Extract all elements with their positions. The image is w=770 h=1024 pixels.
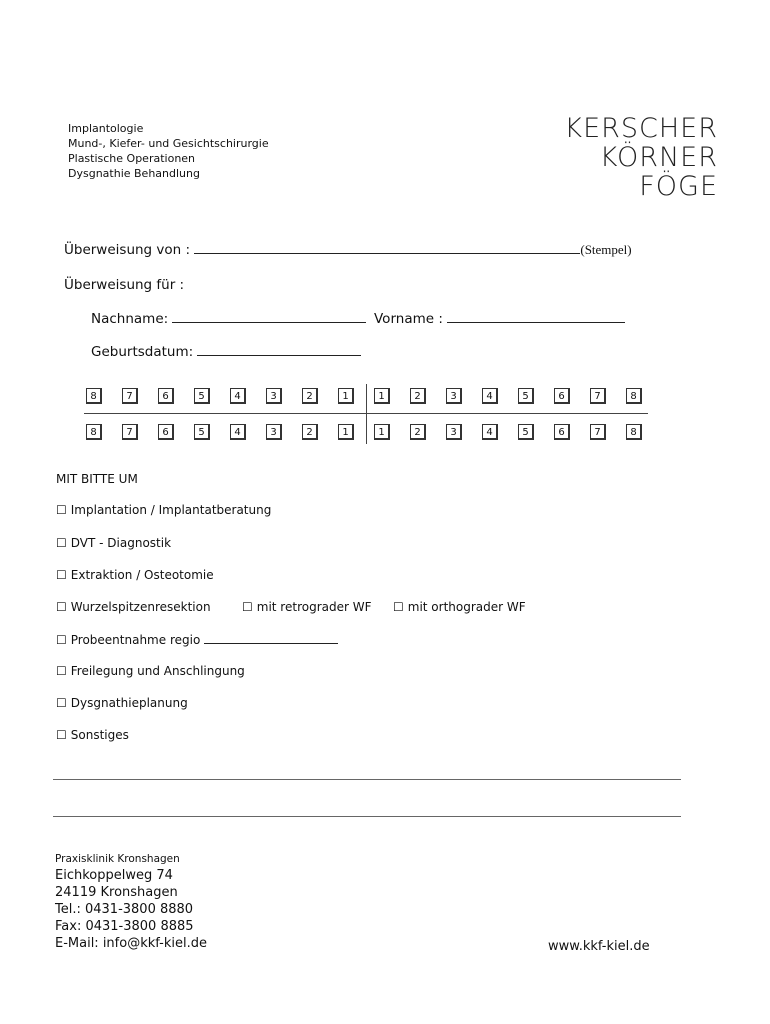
tooth-box[interactable]: 2: [302, 424, 318, 440]
checkbox-icon[interactable]: ☐: [56, 633, 67, 647]
firstname-field[interactable]: [447, 310, 625, 323]
tooth-box[interactable]: 6: [554, 388, 570, 404]
tooth-box[interactable]: 4: [230, 424, 246, 440]
option-retrograder-wf[interactable]: [242, 600, 372, 614]
tooth-box[interactable]: 4: [230, 388, 246, 404]
option-dvt[interactable]: [56, 536, 171, 550]
birthdate-field[interactable]: [197, 343, 361, 356]
tooth-box[interactable]: 2: [302, 388, 318, 404]
option-label: Dysgnathieplanung: [70, 696, 188, 710]
referral-for-label: Überweisung für :: [64, 277, 185, 293]
tooth-box[interactable]: 5: [194, 388, 210, 404]
option-probeentnahme[interactable]: [56, 632, 338, 647]
tooth-box[interactable]: 3: [446, 388, 462, 404]
tooth-box[interactable]: 8: [86, 424, 102, 440]
birthdate-row: [91, 343, 361, 360]
tooth-box[interactable]: 8: [626, 424, 642, 440]
tooth-box[interactable]: 3: [446, 424, 462, 440]
tooth-box[interactable]: 5: [518, 388, 534, 404]
tooth-box[interactable]: 3: [266, 388, 282, 404]
checkbox-icon[interactable]: ☐: [56, 568, 67, 582]
fax: Fax: 0431-3800 8885: [55, 919, 194, 934]
firstname-row: [374, 310, 625, 327]
tooth-box[interactable]: 4: [482, 388, 498, 404]
tooth-box[interactable]: 6: [554, 424, 570, 440]
tooth-box[interactable]: 2: [410, 388, 426, 404]
checkbox-icon[interactable]: ☐: [56, 503, 67, 517]
option-label: mit retrograder WF: [256, 600, 372, 614]
option-label: Extraktion / Osteotomie: [70, 568, 214, 582]
tooth-box[interactable]: 1: [374, 388, 390, 404]
option-label: DVT - Diagnostik: [70, 536, 172, 550]
option-label: mit orthograder WF: [407, 600, 526, 614]
tooth-box[interactable]: 5: [194, 424, 210, 440]
tooth-box[interactable]: 4: [482, 424, 498, 440]
request-section-title: MIT BITTE UM: [56, 472, 138, 486]
tooth-box[interactable]: 7: [122, 388, 138, 404]
option-dysgnathieplanung[interactable]: [56, 696, 188, 710]
checkbox-icon[interactable]: ☐: [242, 600, 253, 614]
checkbox-icon[interactable]: ☐: [56, 664, 67, 678]
stamp-label: (Stempel): [580, 242, 632, 257]
option-label: Probeentnahme regio: [70, 633, 201, 647]
city: 24119 Kronshagen: [55, 885, 178, 900]
tooth-box[interactable]: 1: [338, 424, 354, 440]
tooth-box[interactable]: 1: [374, 424, 390, 440]
footer-address: [55, 853, 207, 952]
logo-line-3: FÖGE: [639, 171, 718, 202]
website-link[interactable]: www.kkf-kiel.de: [548, 939, 650, 954]
notes-line-2[interactable]: [53, 816, 681, 817]
option-label: Implantation / Implantatberatung: [70, 503, 272, 517]
tooth-box[interactable]: 8: [86, 388, 102, 404]
clinic-name: Praxisklinik Kronshagen: [55, 853, 180, 865]
option-label: Sonstiges: [70, 728, 129, 742]
option-implantation[interactable]: [56, 503, 271, 517]
tooth-box[interactable]: 7: [590, 424, 606, 440]
email: E-Mail: info@kkf-kiel.de: [55, 936, 207, 951]
option-sonstiges[interactable]: [56, 728, 129, 742]
specialty-item: Mund-, Kiefer- und Gesichtschirurgie: [68, 137, 269, 150]
tooth-box[interactable]: 6: [158, 388, 174, 404]
checkbox-icon[interactable]: ☐: [56, 696, 67, 710]
lastname-label: Nachname:: [91, 311, 169, 327]
specialty-item: Dysgnathie Behandlung: [68, 167, 200, 180]
tooth-chart: [84, 386, 648, 442]
checkbox-icon[interactable]: ☐: [393, 600, 404, 614]
tooth-box[interactable]: 7: [122, 424, 138, 440]
specialty-item: Implantologie: [68, 122, 144, 135]
specialties-list: [68, 121, 269, 181]
tooth-box[interactable]: 5: [518, 424, 534, 440]
referral-from-label: Überweisung von :: [64, 242, 191, 258]
notes-line-1[interactable]: [53, 779, 681, 780]
street: Eichkoppelweg 74: [55, 868, 173, 883]
checkbox-icon[interactable]: ☐: [56, 728, 67, 742]
referral-from-row: [64, 241, 632, 258]
lastname-row: [91, 310, 366, 327]
firstname-label: Vorname :: [374, 311, 443, 327]
clinic-logo: [548, 114, 718, 201]
option-extraktion[interactable]: [56, 568, 214, 582]
checkbox-icon[interactable]: ☐: [56, 536, 67, 550]
option-orthograder-wf[interactable]: [393, 600, 526, 614]
option-freilegung[interactable]: [56, 664, 245, 678]
regio-field[interactable]: [204, 632, 338, 644]
phone: Tel.: 0431-3800 8880: [55, 902, 194, 917]
lastname-field[interactable]: [172, 310, 366, 323]
checkbox-icon[interactable]: ☐: [56, 600, 67, 614]
logo-line-2: KÖRNER: [599, 142, 718, 173]
tooth-box[interactable]: 8: [626, 388, 642, 404]
birthdate-label: Geburtsdatum:: [91, 344, 194, 360]
option-label: Wurzelspitzenresektion: [70, 600, 211, 614]
tooth-box[interactable]: 2: [410, 424, 426, 440]
tooth-box[interactable]: 3: [266, 424, 282, 440]
upper-teeth-row: [84, 388, 648, 406]
tooth-box[interactable]: 6: [158, 424, 174, 440]
tooth-box[interactable]: 7: [590, 388, 606, 404]
lower-teeth-row: [84, 424, 648, 442]
option-label: Freilegung und Anschlingung: [70, 664, 245, 678]
option-wurzelspitzenresektion[interactable]: [56, 600, 211, 614]
specialty-item: Plastische Operationen: [68, 152, 196, 165]
tooth-box[interactable]: 1: [338, 388, 354, 404]
referral-from-field[interactable]: [194, 241, 580, 254]
logo-line-1: KERSCHER: [564, 113, 718, 144]
